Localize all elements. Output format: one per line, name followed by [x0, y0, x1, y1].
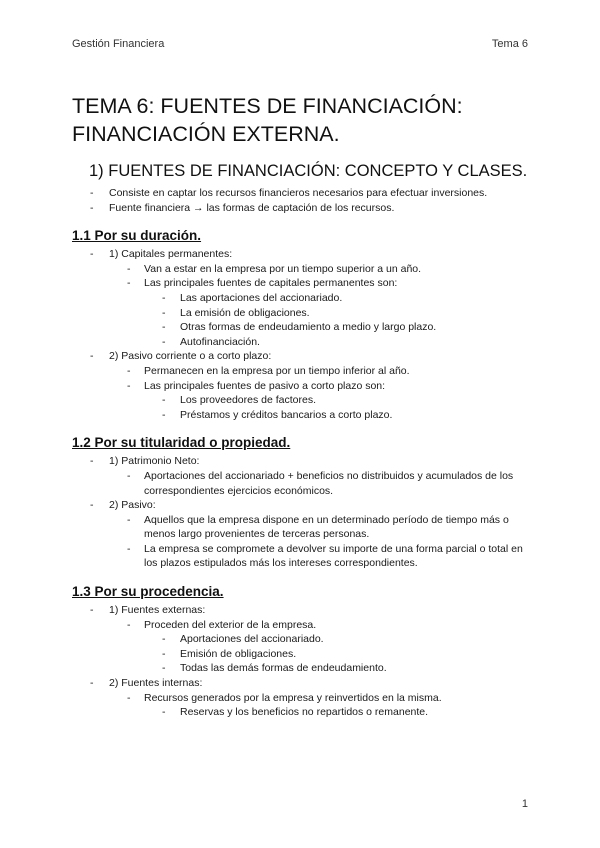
list-item: - Las principales fuentes de capitales permanentes son:	[72, 276, 532, 291]
list-item: - 1) Capitales permanentes:	[72, 247, 532, 262]
list-item: - Emisión de obligaciones.	[72, 647, 532, 662]
header-right: Tema 6	[491, 38, 528, 50]
title-line-2: FINANCIACIÓN EXTERNA.	[72, 122, 340, 146]
list-item: - Todas las demás formas de endeudamiento.	[72, 661, 532, 676]
title-line-1: TEMA 6: FUENTES DE FINANCIACIÓN:	[72, 94, 463, 118]
section-1-1-list	[72, 247, 532, 422]
list-item: - 2) Pasivo corriente o a corto plazo:	[72, 349, 532, 364]
header-left: Gestión Financiera	[72, 38, 165, 50]
list-item: - 2) Pasivo:	[72, 498, 532, 513]
page-number: 1	[521, 798, 528, 810]
list-item: - La empresa se compromete a devolver su importe de una forma parcial o total en los plazos estipulados más los intereses correspondientes.	[72, 542, 532, 571]
list-item: - 1) Fuentes externas:	[72, 603, 532, 618]
list-item: - Aquellos que la empresa dispone en un determinado período de tiempo más o menos largo provenientes de terceras personas.	[72, 513, 532, 542]
list-item: - 1) Patrimonio Neto:	[72, 454, 532, 469]
list-item: - Autofinanciación.	[72, 335, 532, 350]
list-item: - Fuente financiera → las formas de captación de los recursos.	[72, 201, 532, 216]
section-1-2-heading: 1.2 Por su titularidad o propiedad.	[72, 435, 291, 451]
list-item: - Préstamos y créditos bancarios a corto plazo.	[72, 408, 532, 423]
list-item: - Consiste en captar los recursos financieros necesarios para efectuar inversiones.	[72, 186, 532, 201]
section-1-heading: 1) FUENTES DE FINANCIACIÓN: CONCEPTO Y CLASES.	[89, 162, 528, 180]
list-item: - Reservas y los beneficios no repartidos o remanente.	[72, 705, 532, 720]
section-1-1-heading: 1.1 Por su duración.	[72, 228, 202, 244]
list-item: - Permanecen en la empresa por un tiempo inferior al año.	[72, 364, 532, 379]
section-1-list	[72, 186, 532, 215]
list-item: - Aportaciones del accionariado.	[72, 632, 532, 647]
list-item: - Las aportaciones del accionariado.	[72, 291, 532, 306]
list-item: - Otras formas de endeudamiento a medio y largo plazo.	[72, 320, 532, 335]
list-item: - Recursos generados por la empresa y reinvertidos en la misma.	[72, 691, 532, 706]
list-item: - Los proveedores de factores.	[72, 393, 532, 408]
document-body	[72, 160, 532, 720]
list-item: - Aportaciones del accionariado + beneficios no distribuidos y acumulados de los correspondientes ejercicios económicos.	[72, 469, 532, 498]
list-item: - Proceden del exterior de la empresa.	[72, 618, 532, 633]
section-1-3-heading: 1.3 Por su procedencia.	[72, 584, 224, 600]
list-item: - Las principales fuentes de pasivo a corto plazo son:	[72, 379, 532, 394]
page-title	[72, 92, 542, 148]
section-1-2-list	[72, 454, 532, 571]
list-item: - La emisión de obligaciones.	[72, 306, 532, 321]
list-item: - Van a estar en la empresa por un tiempo superior a un año.	[72, 262, 532, 277]
list-item: - 2) Fuentes internas:	[72, 676, 532, 691]
section-1-3-list	[72, 603, 532, 720]
